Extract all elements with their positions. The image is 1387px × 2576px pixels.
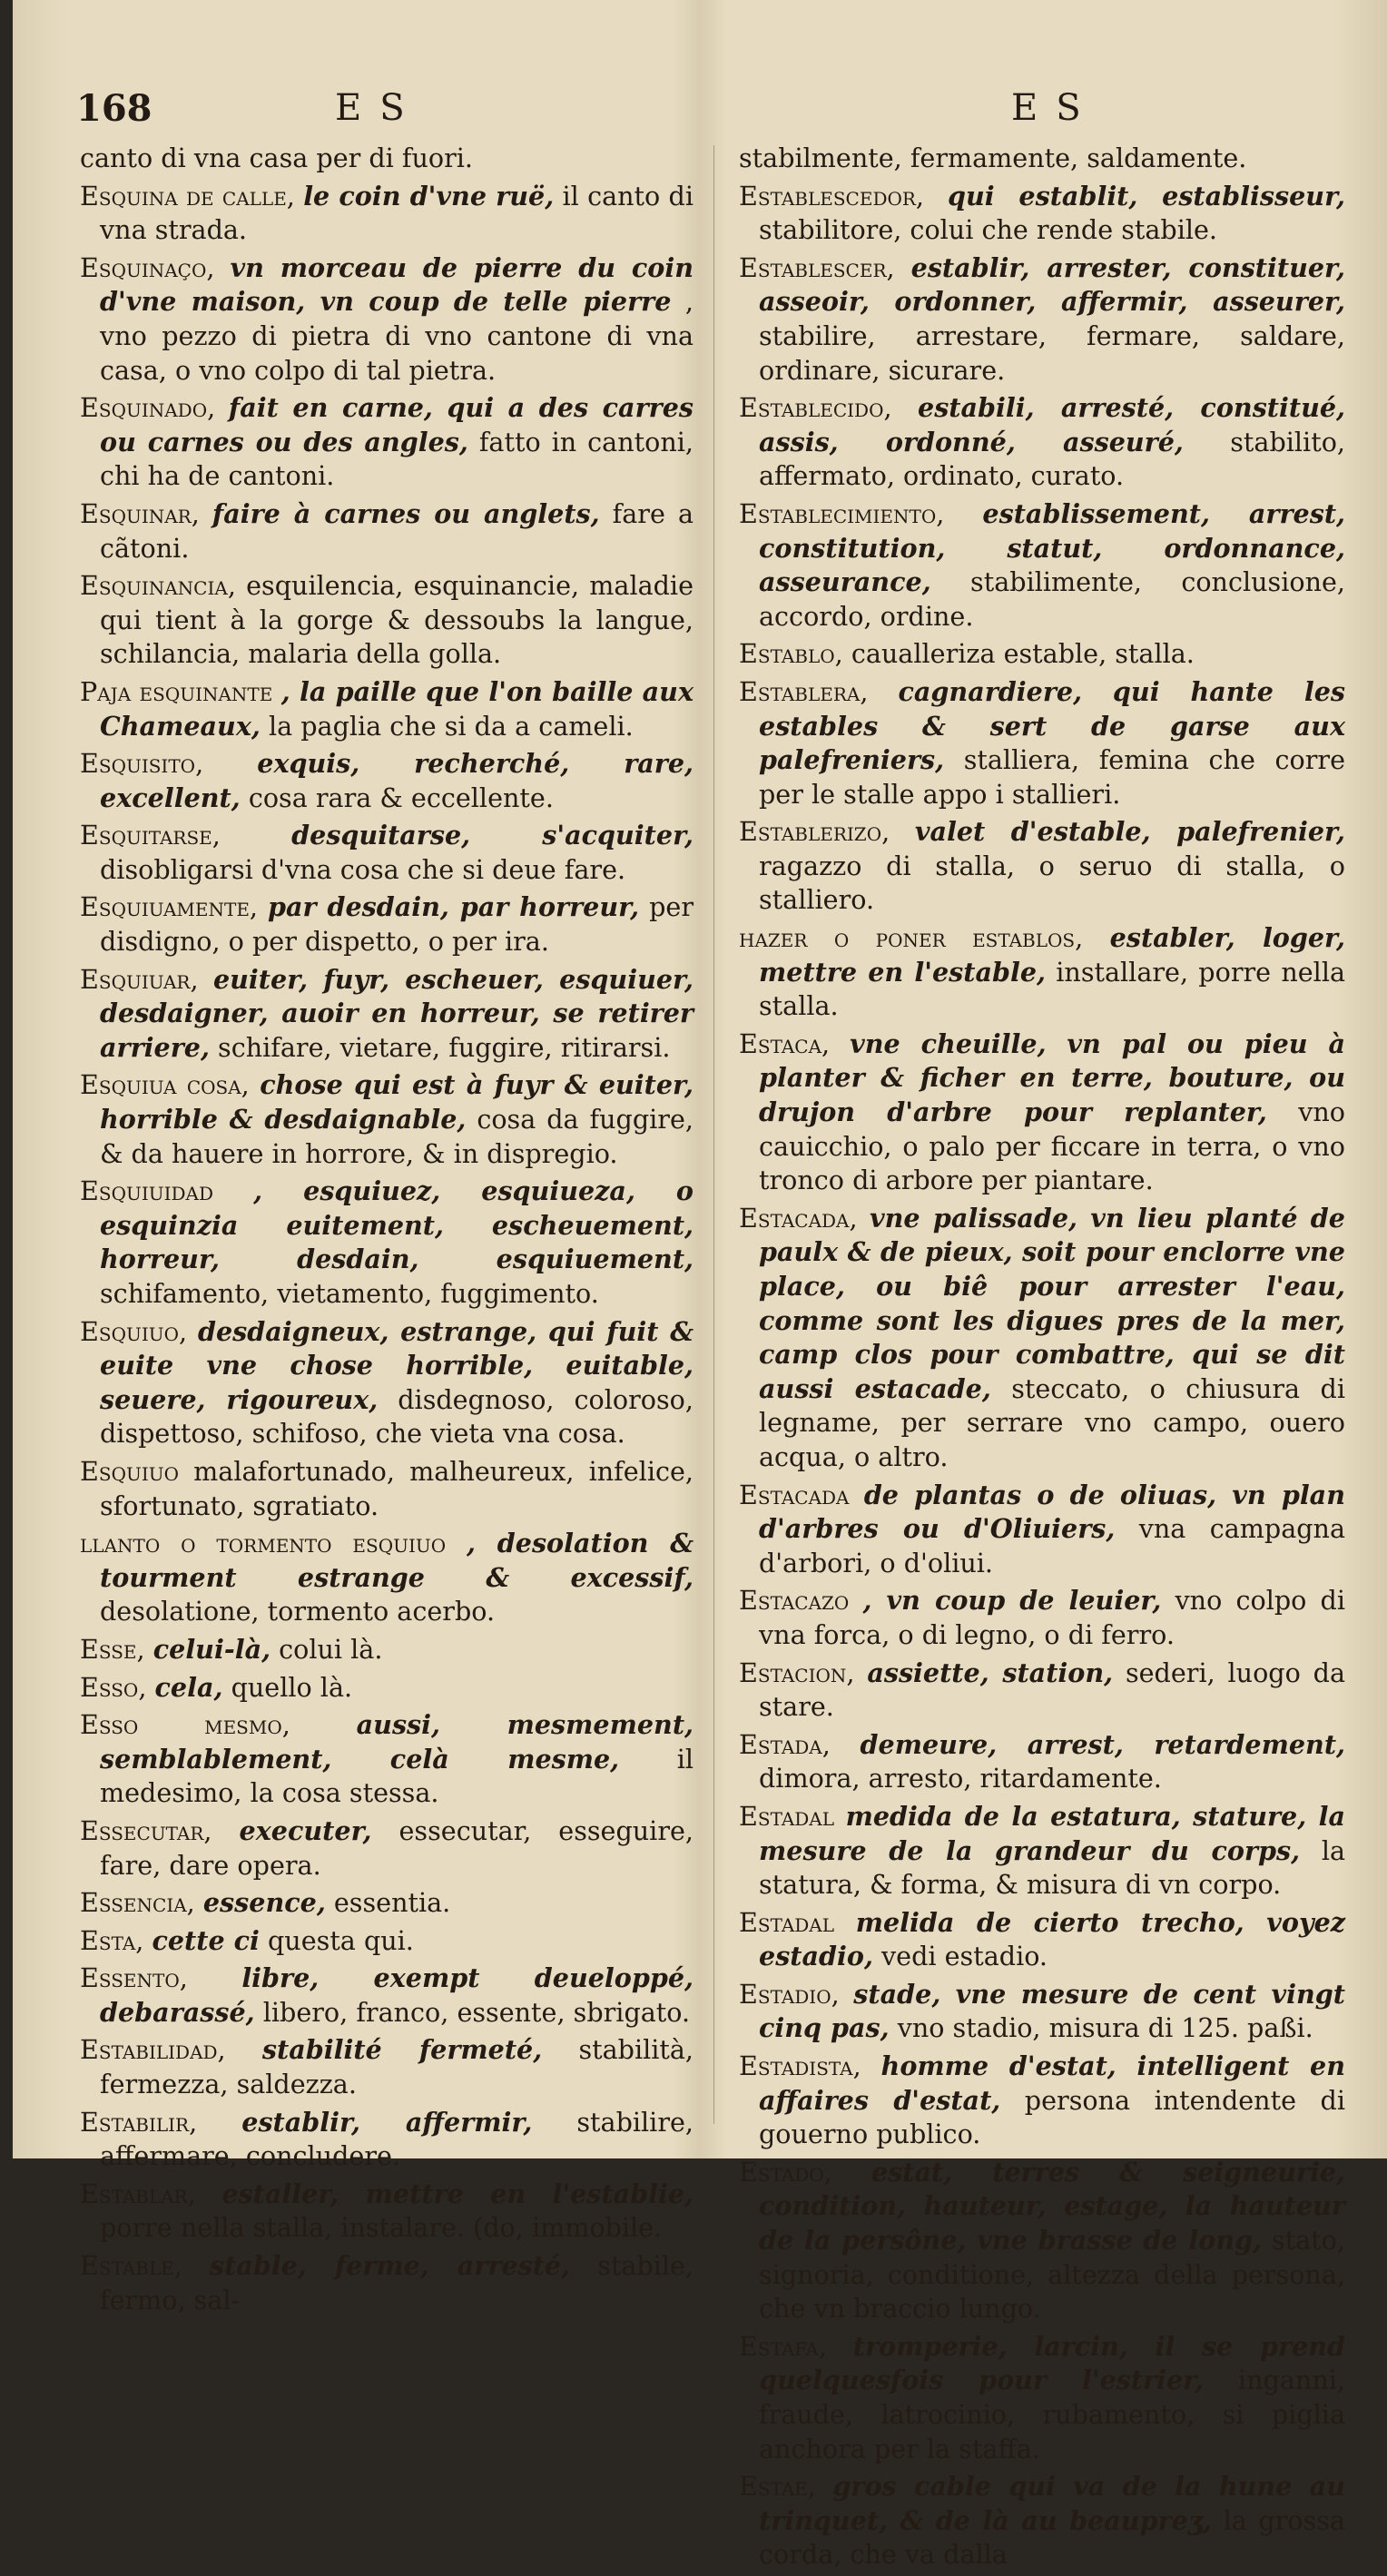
headword: Esquinado, xyxy=(80,392,216,424)
italian-gloss: la grossa corda, che va dalla xyxy=(759,2504,1345,2571)
headword: Estafa, xyxy=(739,2330,827,2362)
french-gloss: cela, xyxy=(154,1671,223,1703)
headword: Esquinaço, xyxy=(80,251,215,283)
italian-gloss: colui là. xyxy=(279,1633,383,1665)
headword: Esquiua cosa, xyxy=(80,1069,250,1101)
dictionary-entry xyxy=(80,2106,694,2174)
dictionary-entry xyxy=(739,180,1345,248)
dictionary-entry xyxy=(739,1728,1345,1796)
italian-gloss: stalliera, femina che corre per le stalle appo i stallieri. xyxy=(759,744,1345,810)
french-gloss: stable, ferme, arresté, xyxy=(210,2250,571,2282)
french-gloss: essence, xyxy=(202,1887,326,1919)
italian-gloss: stabilmente, fermamente, saldamente. xyxy=(739,143,1247,173)
dictionary-entry xyxy=(80,391,694,494)
headword: Esquina de calle, xyxy=(80,180,295,211)
dictionary-entry xyxy=(739,497,1345,634)
french-gloss: , desolation & tourment estrange & excessif, xyxy=(100,1528,694,1593)
italian-gloss: il medesimo, la cosa stessa. xyxy=(100,1743,694,1809)
french-gloss: establissement, arrest, constitution, statut, ordonnance, asseurance, xyxy=(759,497,1345,598)
headword: Establescer, xyxy=(739,251,895,283)
headword: Establecimiento, xyxy=(739,497,945,529)
headword: Esso, xyxy=(80,1671,147,1703)
french-gloss: desdaigneux, estrange, qui fuit & euite vne chose horrible, euitable, seuere, rigoureux, xyxy=(100,1315,694,1415)
italian-gloss: vedi estadio. xyxy=(881,1941,1048,1972)
headword: Essencia, xyxy=(80,1887,195,1919)
italian-gloss: vno cauicchio, o palo per ficcare in terra, o vno tronco di arbore per piantare. xyxy=(759,1096,1345,1196)
dictionary-entry xyxy=(739,921,1345,1024)
french-gloss: qui establit, establisseur, xyxy=(947,180,1346,211)
headword: Essecutar, xyxy=(80,1814,212,1846)
dictionary-entry xyxy=(80,1068,694,1171)
dictionary-entry xyxy=(739,1800,1345,1903)
right-column xyxy=(739,142,1345,2576)
dictionary-entry xyxy=(739,815,1345,918)
french-gloss: aussi, mesmement, semblablement, celà mesme, xyxy=(100,1709,694,1775)
french-gloss: , la paille que l'on baille aux Chameaux, xyxy=(100,675,694,742)
headword: llanto o tormento esquiuo xyxy=(80,1528,447,1559)
dictionary-entry xyxy=(80,1455,694,1523)
dictionary-entry xyxy=(739,1584,1345,1652)
french-gloss: euiter, fuyr, escheuer, esquiuer, desdaigner, auoir en horreur, se retirer arriere, xyxy=(100,963,694,1063)
dictionary-entry xyxy=(80,251,694,388)
headword: Establecido, xyxy=(739,392,892,424)
french-gloss: gros cable qui va de la hune au trinquet, & de là au beaupreʒ, xyxy=(759,2471,1346,2536)
italian-gloss: cosa da fuggire, & da hauere in horrore, & in dispregio. xyxy=(100,1104,694,1169)
french-gloss: desquitarse, s'acquiter, xyxy=(291,820,694,851)
french-gloss: exquis, recherché, rare, excellent, xyxy=(100,748,694,813)
dictionary-entry xyxy=(80,1961,694,2030)
headword: Essento, xyxy=(80,1962,188,1994)
dictionary-entry xyxy=(739,1479,1345,1581)
dictionary-entry xyxy=(80,1527,694,1629)
headword: Esquisito, xyxy=(80,748,204,780)
headword: hazer o poner establos, xyxy=(739,922,1084,954)
headword: Esquinancia, xyxy=(80,570,236,602)
french-gloss: demeure, arrest, retardement, xyxy=(860,1728,1346,1760)
italian-gloss: cosa rara & eccellente. xyxy=(248,782,554,813)
headword: Estae, xyxy=(739,2471,816,2502)
italian-gloss: la paglia che si da a cameli. xyxy=(268,710,634,742)
headword: Esso mesmo, xyxy=(80,1709,290,1741)
french-gloss: executer, xyxy=(239,1814,372,1846)
french-gloss: vn morceau de pierre du coin d'vne maison, vn coup de telle pierre xyxy=(100,251,694,318)
dictionary-entry xyxy=(739,2156,1345,2326)
dictionary-entry xyxy=(739,1202,1345,1475)
headword: Estacada xyxy=(739,1479,850,1510)
running-head-right: ES xyxy=(1011,87,1099,129)
italian-gloss: malafortunado, malheureux, infelice, sfortunato, sgratiato. xyxy=(100,1455,694,1521)
dictionary-entry xyxy=(80,2178,694,2246)
dictionary-entry xyxy=(739,2050,1345,2152)
headword: Establera, xyxy=(739,675,869,707)
italian-gloss: questa qui. xyxy=(268,1924,414,1956)
running-head-left: ES xyxy=(335,87,423,129)
french-gloss: assiette, station, xyxy=(867,1657,1114,1688)
dictionary-entry xyxy=(80,1633,694,1667)
dictionary-entry xyxy=(739,1027,1345,1198)
italian-gloss: essecutar, esseguire, fare, dare opera. xyxy=(100,1814,694,1881)
italian-gloss: , vno pezzo di pietra di vno cantone di vna casa, o vno colpo di tal pietra. xyxy=(100,286,694,386)
headword: Establerizo, xyxy=(739,816,890,848)
dictionary-entry xyxy=(80,1886,694,1921)
italian-gloss: fare a cãtoni. xyxy=(100,497,694,564)
dictionary-entry xyxy=(739,2330,1345,2466)
italian-gloss: il canto di vna strada. xyxy=(100,180,694,246)
italian-gloss: schifare, vietare, fuggire, ritirarsi. xyxy=(218,1031,671,1063)
dictionary-entry xyxy=(80,142,694,176)
dictionary-entry xyxy=(80,819,694,887)
dictionary-entry xyxy=(739,142,1345,176)
french-gloss: establer, loger, mettre en l'estable, xyxy=(759,922,1345,988)
dictionary-entry xyxy=(739,637,1345,672)
french-gloss: estaller, mettre en l'establie, xyxy=(221,2178,694,2209)
french-gloss: , vn coup de leuier, xyxy=(862,1585,1162,1617)
headword: Estaca, xyxy=(739,1027,831,1059)
headword: Estacazo xyxy=(739,1585,850,1617)
french-gloss: par desdain, par horreur, xyxy=(268,891,640,923)
headword: Establar, xyxy=(80,2178,196,2209)
dictionary-entry xyxy=(80,569,694,672)
headword: Esquiuidad xyxy=(80,1175,213,1207)
italian-gloss: canto di vna casa per di fuori. xyxy=(80,143,474,173)
french-gloss: le coin d'vne ruë, xyxy=(303,180,555,211)
dictionary-entry xyxy=(739,1906,1345,1974)
headword: Esta, xyxy=(80,1924,144,1956)
dictionary-entry xyxy=(80,1175,694,1311)
headword: Estable, xyxy=(80,2250,182,2282)
headword: Estadal xyxy=(739,1800,835,1832)
italian-gloss: stabilitore, colui che rende stabile. xyxy=(759,214,1218,246)
french-gloss: medida de la estatura, stature, la mesure de la grandeur du corps, xyxy=(759,1800,1345,1866)
italian-gloss: vna campagna d'arbori, o d'oliui. xyxy=(759,1513,1346,1578)
headword: Esquitarse, xyxy=(80,820,221,851)
headword: Establescedor, xyxy=(739,180,925,211)
italian-gloss: libero, franco, essente, sbrigato. xyxy=(262,1996,691,2028)
column-divider xyxy=(713,145,714,2124)
french-gloss: estat, terres & seigneurie, condition, hauteur, estage, la hauteur de la persône, vne brasse de long, xyxy=(759,2156,1345,2256)
french-gloss: vne cheuille, vn pal ou pieu à planter & ficher en terre, bouture, ou drujon d'arbre pour replanter, xyxy=(759,1027,1345,1128)
italian-gloss: disobligarsi d'vna cosa che si deue fare. xyxy=(100,853,626,885)
french-gloss: faire à carnes ou anglets, xyxy=(211,497,600,529)
dictionary-entry xyxy=(80,963,694,1066)
french-gloss: establir, affermir, xyxy=(241,2106,533,2138)
french-gloss: , esquiuez, esquiueza, o esquinzia euitement, escheuement, horreur, desdain, esquiuement, xyxy=(100,1175,694,1275)
dictionary-entry xyxy=(80,1708,694,1811)
headword: Paja esquinante xyxy=(80,675,273,707)
italian-gloss: ragazzo di stalla, o seruo di stalla, o stalliero. xyxy=(759,850,1345,916)
headword: Estadista, xyxy=(739,2050,861,2082)
headword: Esquiuo, xyxy=(80,1315,188,1347)
italian-gloss: sederi, luogo da stare. xyxy=(759,1657,1346,1723)
french-gloss: estabili, arresté, constitué, assis, ordonné, asseuré, xyxy=(759,392,1346,457)
dictionary-entry xyxy=(80,1315,694,1451)
page-number: 168 xyxy=(76,87,152,130)
italian-gloss: stabilire, affermare, concludere. xyxy=(100,2106,694,2172)
headword: Estada, xyxy=(739,1728,831,1760)
french-gloss: chose qui est à fuyr & euiter, horrible & desdaignable, xyxy=(100,1069,694,1136)
french-gloss: establir, arrester, constituer, asseoir, ordonner, affermir, asseurer, xyxy=(759,251,1345,318)
italian-gloss: essentia. xyxy=(333,1887,451,1919)
italian-gloss: installare, porre nella stalla. xyxy=(759,956,1346,1022)
french-gloss: fait en carne, qui a des carres ou carnes ou des angles, xyxy=(100,392,694,457)
italian-gloss: persona intendente di gouerno publico. xyxy=(759,2084,1345,2150)
left-column xyxy=(80,142,694,2321)
dictionary-entry xyxy=(80,1671,694,1706)
italian-gloss: per disdigno, o per dispetto, o per ira. xyxy=(100,891,694,958)
italian-gloss: stabilito, affermato, ordinato, curato. xyxy=(759,426,1345,492)
italian-gloss: schifamento, vietamento, fuggimento. xyxy=(100,1278,599,1309)
dictionary-page xyxy=(13,0,1387,2571)
italian-gloss: esquilencia, esquinancie, maladie qui tient à la gorge & dessoubs la langue, schilancia, malaria della golla. xyxy=(100,570,694,670)
italian-gloss: disdegnoso, coloroso, dispettoso, schifoso, che vieta vna cosa. xyxy=(100,1383,694,1450)
french-gloss: melida de cierto trecho, voyez estadio, xyxy=(759,1906,1345,1972)
headword: Esse, xyxy=(80,1633,145,1665)
headword: Esquiuo xyxy=(80,1455,179,1487)
headword: Esquinar, xyxy=(80,497,200,529)
italian-gloss: stabilire, arrestare, fermare, saldare, ordinare, sicurare. xyxy=(759,320,1345,386)
french-gloss: homme d'estat, intelligent en affaires d'estat, xyxy=(759,2050,1345,2116)
dictionary-entry xyxy=(739,391,1345,494)
dictionary-entry xyxy=(80,2033,694,2101)
dictionary-entry xyxy=(80,890,694,959)
dictionary-entry xyxy=(80,747,694,815)
italian-gloss: caualleriza estable, stalla. xyxy=(851,638,1195,670)
french-gloss: valet d'estable, palefrenier, xyxy=(914,816,1345,848)
french-gloss: tromperie, larcin, il se prend quelquesfois pour l'estrier, xyxy=(759,2330,1345,2396)
dictionary-entry xyxy=(80,180,694,248)
italian-gloss: vno colpo di vna forca, o di legno, o di ferro. xyxy=(759,1585,1345,1650)
french-gloss: libre, exempt deueloppé, debarassé, xyxy=(100,1962,694,2028)
headword: Estacion, xyxy=(739,1657,855,1688)
italian-gloss: stabilità, fermezza, saldezza. xyxy=(100,2034,694,2100)
italian-gloss: steccato, o chiusura di legname, per serrare vno campo, ouero acqua, o altro. xyxy=(759,1372,1346,1472)
italian-gloss: dimora, arresto, ritardamente. xyxy=(759,1763,1162,1794)
headword: Estadal xyxy=(739,1906,835,1938)
italian-gloss: fatto in cantoni, chi ha de cantoni. xyxy=(100,426,694,492)
italian-gloss: vno stadio, misura di 125. paßi. xyxy=(897,2012,1313,2044)
dictionary-entry xyxy=(80,497,694,565)
dictionary-entry xyxy=(80,2249,694,2317)
italian-gloss: inganni, fraude, latrocinio, rubamento, si piglia anchora per la staffa. xyxy=(759,2365,1345,2464)
french-gloss: stade, vne mesure de cent vingt cinq pas, xyxy=(759,1978,1346,2044)
french-gloss: vne palissade, vn lieu planté de paulx & de pieux, soit pour enclorre vne place, ou biê pour arrester l'eau, comme sont les digues pres de la mer, camp clos pour combattre, qui se dit aussi estacade, xyxy=(759,1202,1345,1404)
italian-gloss: quello là. xyxy=(231,1671,353,1703)
italian-gloss: porre nella stalla, instalare. (do, immobile. xyxy=(100,2212,663,2244)
headword: Establo, xyxy=(739,638,843,670)
headword: Estadio, xyxy=(739,1978,840,2010)
french-gloss: stabilité fermeté, xyxy=(261,2034,543,2066)
headword: Esquiuamente, xyxy=(80,891,259,923)
headword: Estabilidad, xyxy=(80,2034,226,2066)
dictionary-entry xyxy=(739,675,1345,811)
french-gloss: celui-là, xyxy=(152,1633,271,1665)
italian-gloss: stato, signoria, conditione, altezza della persona, che vn braccio lungo. xyxy=(759,2225,1345,2325)
headword: Estacada, xyxy=(739,1202,858,1234)
dictionary-entry xyxy=(739,1978,1345,2046)
dictionary-entry xyxy=(739,251,1345,388)
french-gloss: cagnardiere, qui hante les estables & sert de garse aux palefreniers, xyxy=(759,675,1345,776)
italian-gloss: stabile, fermo, sal- xyxy=(100,2250,694,2315)
italian-gloss: la statura, & forma, & misura di vn corpo. xyxy=(759,1834,1346,1901)
dictionary-entry xyxy=(80,675,694,743)
headword: Estabilir, xyxy=(80,2106,198,2138)
headword: Estado, xyxy=(739,2156,832,2188)
dictionary-entry xyxy=(80,1924,694,1959)
italian-gloss: stabilimente, conclusione, accordo, ordine. xyxy=(759,566,1346,632)
dictionary-entry xyxy=(739,1657,1345,1725)
french-gloss: cette ci xyxy=(152,1924,260,1956)
dictionary-entry xyxy=(80,1814,694,1883)
italian-gloss: desolatione, tormento acerbo. xyxy=(100,1596,496,1627)
french-gloss: de plantas o de oliuas, vn plan d'arbres ou d'Oliuiers, xyxy=(759,1479,1346,1545)
headword: Esquiuar, xyxy=(80,963,199,995)
dictionary-entry xyxy=(739,2470,1345,2572)
